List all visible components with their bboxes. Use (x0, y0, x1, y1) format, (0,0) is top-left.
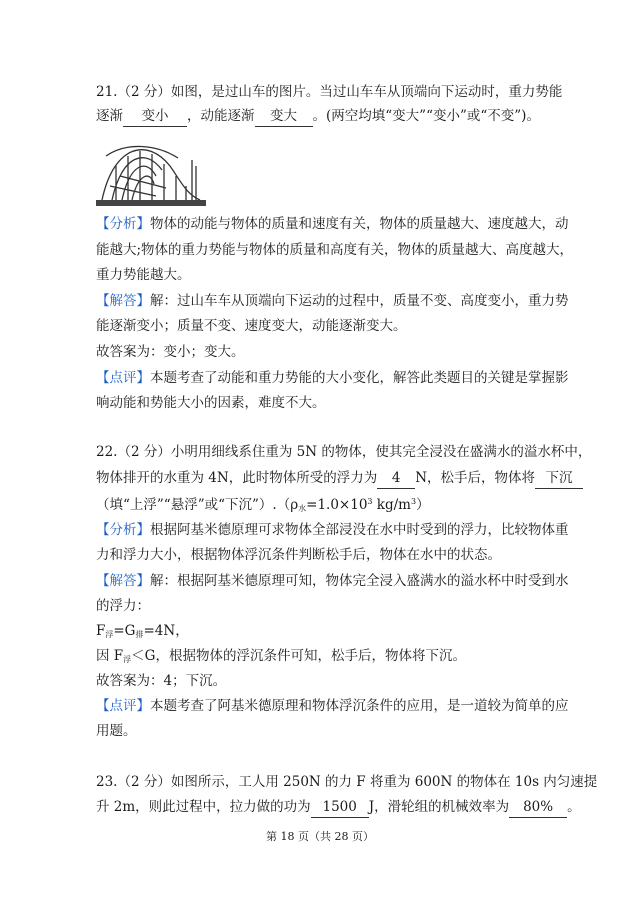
q21-line1: 21.（2 分）如图，是过山车的图片。当过山车车从顶端向下运动时，重力势能 (96, 84, 563, 100)
q22-answer-line2: 的浮力： (96, 598, 150, 614)
q21-text: ，动能逐渐 (187, 108, 255, 124)
q23-text: 。 (567, 799, 581, 815)
comment-tag: 【点评】 (96, 370, 150, 386)
analysis-text: 根据阿基米德原理可求物体全部浸没在水中时受到的浮力，比较物体重 (150, 522, 569, 538)
formula-text: =G (113, 623, 136, 639)
q22-comparison-line (96, 646, 466, 670)
exponent: 3 (367, 497, 373, 506)
q22-text: 物体排开的水重为 4N，此时物体所受的浮力为 (96, 470, 378, 486)
comparison-subscript: 浮 (123, 655, 132, 664)
analysis-tag: 【分析】 (96, 216, 150, 232)
q22-text: kg/m (372, 497, 411, 513)
q22-blank2: 下沉 (535, 468, 583, 489)
q21-comment-line1 (96, 368, 569, 388)
answer-tag: 【解答】 (96, 293, 150, 309)
rho-subscript: 水 (298, 504, 307, 513)
comment-tag: 【点评】 (96, 698, 150, 714)
q21-analysis-line1 (96, 214, 569, 234)
q22-blank1: 4 (377, 468, 415, 489)
q23-line2 (96, 797, 581, 818)
q22-analysis-line1 (96, 520, 569, 540)
comment-text: 本题考查了动能和重力势能的大小变化，解答此类题目的关键是掌握影 (150, 370, 569, 386)
q23-text: J，滑轮组的机械效率为 (368, 799, 510, 815)
q23-blank1: 1500 (311, 797, 369, 818)
q21-answer-line1 (96, 291, 569, 311)
q21-line2 (96, 106, 540, 127)
q23-blank2: 80% (509, 797, 567, 818)
answer-tag: 【解答】 (96, 573, 150, 589)
q22-text: （填“上浮”“悬浮”或“下沉”）.（ρ (96, 497, 299, 513)
comparison-text: 因 F (96, 648, 124, 664)
comment-text: 本题考查了阿基米德原理和物体浮沉条件的应用，是一道较为简单的应 (150, 698, 569, 714)
q21-final-answer: 故答案为：变小；变大。 (96, 344, 245, 360)
exponent: 3 (410, 497, 417, 506)
q22-text: ） (416, 497, 430, 513)
roller-coaster-image (96, 136, 206, 208)
answer-text: 解：根据阿基米德原理可知，物体完全浸入盛满水的溢水杯中时受到水 (150, 573, 569, 589)
page-footer: 第 18 页（共 28 页） (266, 830, 374, 843)
q22-text: =1.0×10 (306, 497, 368, 513)
q23-text: 升 2m，则此过程中，拉力做的功为 (96, 799, 311, 815)
q22-analysis-line2: 力和浮力大小，根据物体浮沉条件判断松手后，物体在水中的状态。 (96, 547, 501, 563)
q21-text: 逐渐 (96, 108, 123, 124)
answer-text: 解：过山车车从顶端向下运动的过程中，质量不变、高度变小，重力势 (150, 293, 569, 309)
q22-comment-line2: 用题。 (96, 723, 137, 739)
analysis-tag: 【分析】 (96, 522, 150, 538)
formula-text: F (96, 623, 106, 639)
formula-text: =4N， (143, 623, 189, 639)
q22-formula-line (96, 621, 189, 645)
q21-answer-line2: 能逐渐变小；质量不变、速度变大，动能逐渐变大。 (96, 318, 407, 334)
q22-answer-line1 (96, 571, 569, 591)
q21-analysis-line3: 重力势能越大。 (96, 267, 191, 283)
q22-final-answer: 故答案为：4；下沉。 (96, 673, 227, 689)
q22-line1: 22.（2 分）小明用细线系住重为 5N 的物体，使其完全浸没在盛满水的溢水杯中， (96, 444, 592, 460)
comparison-text: ＜G，根据物体的浮沉条件可知，松手后，物体将下沉。 (131, 648, 466, 664)
analysis-text: 物体的动能与物体的质量和速度有关，物体的质量越大、速度越大，动 (150, 216, 569, 232)
q22-text: N，松手后，物体将 (415, 470, 536, 486)
q21-blank2: 变大 (255, 106, 313, 127)
formula-subscript: 浮 (105, 630, 114, 639)
q22-line3 (96, 492, 430, 519)
q21-analysis-line2: 能越大;物体的重力势能与物体的质量和高度有关，物体的质量越大、高度越大， (96, 242, 574, 258)
formula-subscript: 排 (135, 630, 144, 639)
q21-blank1: 变小 (123, 106, 187, 127)
q23-line1: 23.（2 分）如图所示，工人用 250N 的力 F 将重为 600N 的物体在 10s 内匀速提 (96, 774, 598, 790)
q22-comment-line1 (96, 696, 569, 716)
q21-text: 。(两空均填“变大”“变小”或“不变”)。 (312, 108, 540, 124)
q21-comment-line2: 响动能和势能大小的因素，难度不大。 (96, 395, 326, 411)
q22-line2 (96, 468, 583, 489)
